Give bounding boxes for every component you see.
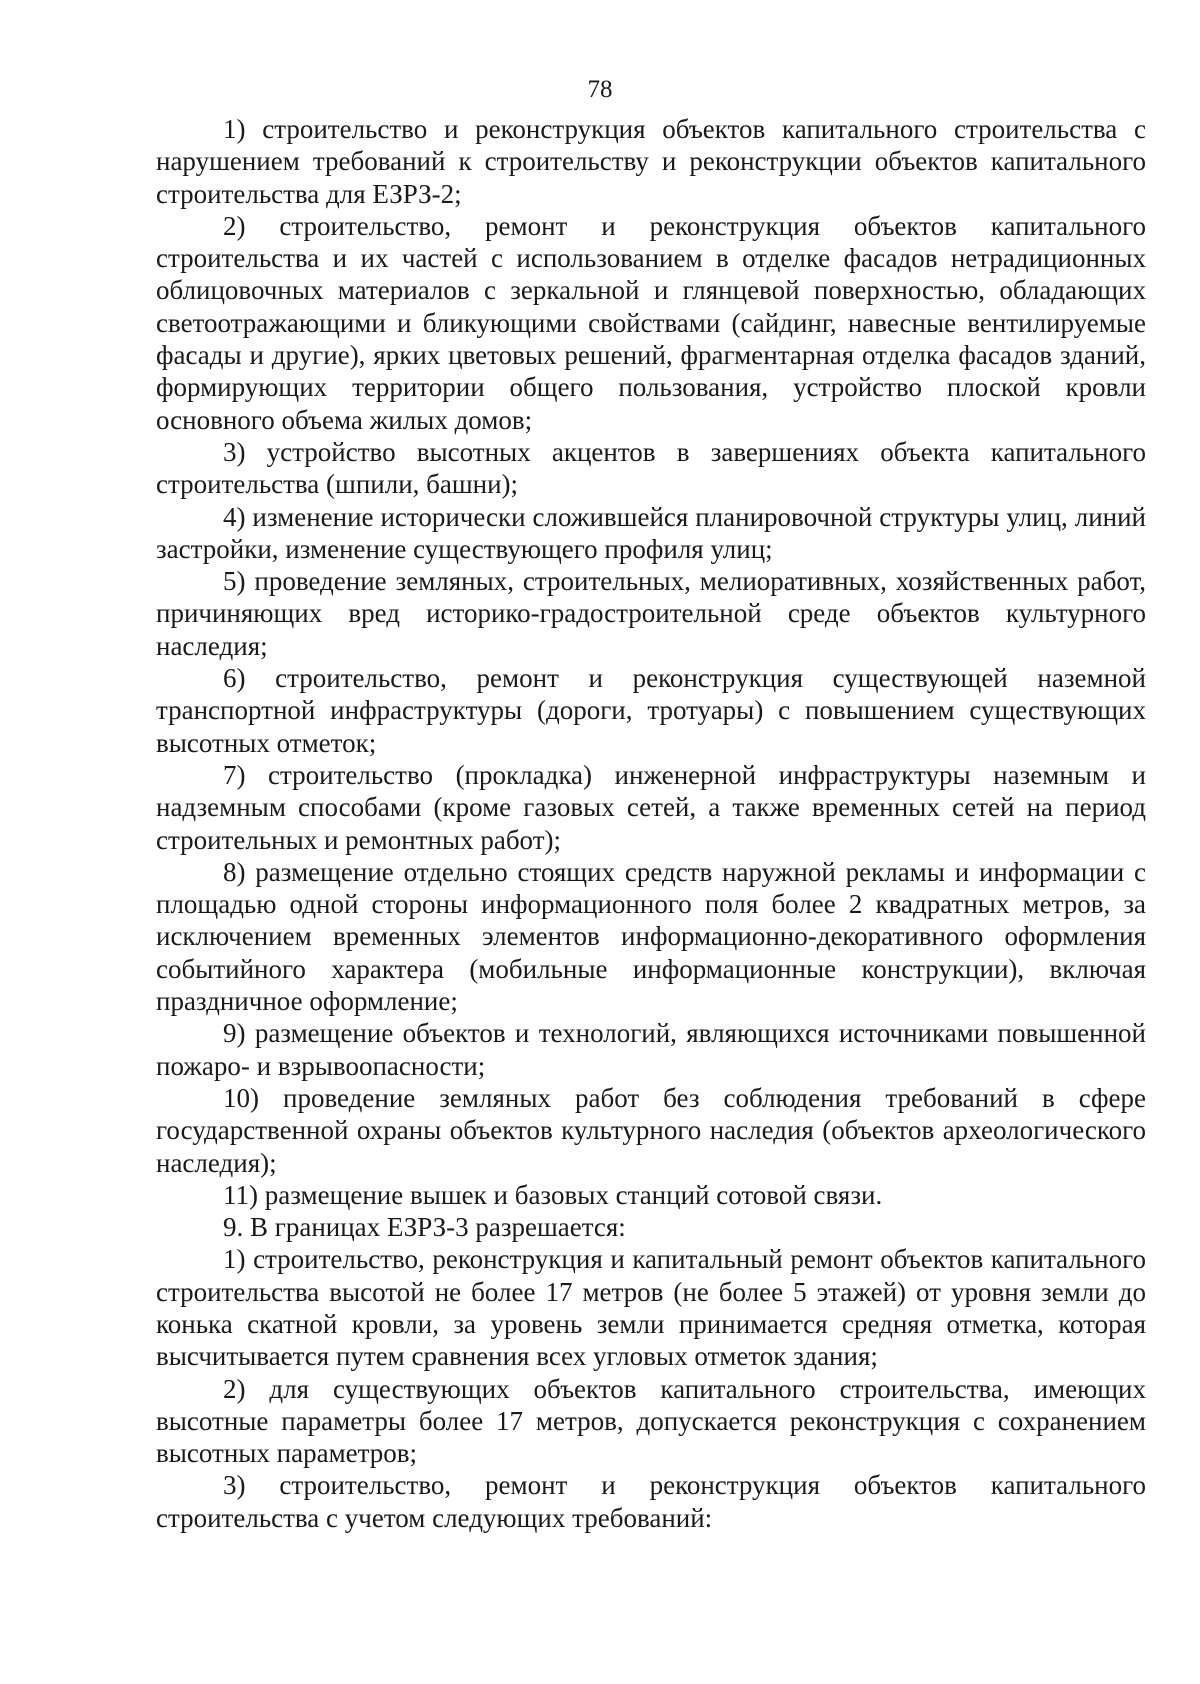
paragraph: 3) устройство высотных акцентов в завершениях объекта капитального строительства (шпили, башни); [156, 436, 1146, 500]
paragraph: 2) для существующих объектов капитального строительства, имеющих высотные параметры более 17 метров, допускается реконструкция с сохранением высотных параметров; [156, 1373, 1146, 1469]
paragraph: 4) изменение исторически сложившейся планировочной структуры улиц, линий застройки, изменение существующего профиля улиц; [156, 501, 1146, 564]
section-heading: 9. В границах ЕЗРЗ-3 разрешается: [223, 1212, 626, 1243]
paragraph: 3) строительство, ремонт и реконструкция объектов капитального строительства с учетом следующих требований: [156, 1470, 1146, 1533]
paragraph: 1) строительство и реконструкция объектов капитального строительства с нарушением требований к строительству и реконструкции объектов капитального строительства для ЕЗРЗ-2; [156, 114, 1146, 209]
paragraph: 2) строительство, ремонт и реконструкция объектов капитального строительства и их частей с использованием в отделке фасадов нетрадиционных облицовочных материалов с зеркальной и глянцевой поверхностью, обладающих светоотражающими и бликующими свойствами (сайдинг, навесные вентилируемые фасады и другие), ярких цветовых решений, фрагментарная отделка фасадов зданий, формирующих территории общего пользования, устройство плоской кровли основного объема жилых домов; [156, 210, 1146, 435]
paragraph: 8) размещение отдельно стоящих средств наружной рекламы и информации с площадью одной стороны информационного поля более 2 квадратных метров, за исключением временных элементов информационно-декоративного оформления событийного характера (мобильные информационные конструкции), включая праздничное оформление; [156, 856, 1146, 1017]
paragraph: 1) строительство, реконструкция и капитальный ремонт объектов капитального строительства высотой не более 17 метров (не более 5 этажей) от уровня земли до конька скатной кровли, за уровень земли принимается средняя отметка, которая высчитывается путем сравнения всех угловых отметок здания; [156, 1244, 1146, 1372]
paragraph: 6) строительство, ремонт и реконструкция существующей наземной транспортной инфраструктуры (дороги, тротуары) с повышением существующих высотных отметок; [156, 663, 1146, 758]
paragraph: 10) проведение земляных работ без соблюдения требований в сфере государственной охраны объектов культурного наследия (объектов археологического наследия); [156, 1082, 1146, 1178]
paragraph: 11) размещение вышек и базовых станций сотовой связи. [223, 1179, 883, 1210]
paragraph: 7) строительство (прокладка) инженерной инфраструктуры наземным и надземным способами (кроме газовых сетей, а также временных сетей на период строительных и ремонтных работ); [156, 759, 1146, 855]
paragraph: 9) размещение объектов и технологий, являющихся источниками повышенной пожаро- и взрывоопасности; [156, 1018, 1146, 1081]
paragraph: 5) проведение земляных, строительных, мелиоративных, хозяйственных работ, причиняющих вред историко-градостроительной среде объектов культурного наследия; [156, 566, 1146, 661]
page-number: 78 [587, 76, 613, 103]
document-body [156, 113, 1146, 1534]
